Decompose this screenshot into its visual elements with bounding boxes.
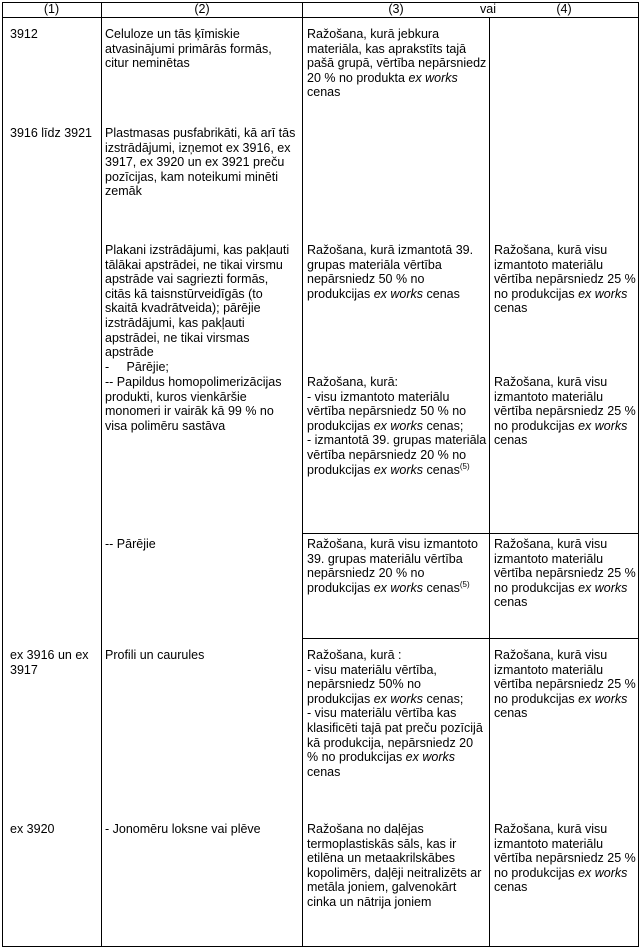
rule-ex-works: ex works <box>578 418 628 433</box>
table-border-right <box>638 2 639 947</box>
row-3912-code: 3912 <box>10 27 38 41</box>
rule-text-end: cenas <box>423 580 460 595</box>
rule-text: Ražošana, kurā : - visu materiālu vērtība, nepārsniedz 50% no produkcijas <box>307 648 437 706</box>
rule-text-end: cenas <box>307 750 459 779</box>
header-col-1: (1) <box>43 2 60 16</box>
rule-text: Ražošana, kurā: - visu izmantoto materiālu vērtība nepārsniedz 50 % no produkcijas <box>307 375 467 433</box>
row-divider-other2-top <box>302 533 639 534</box>
rule-text: Ražošana, kurā jebkura materiāla, kas aprakstīts tajā pašā grupā, vērtība nepārsniedz 20 % no produkta <box>307 27 490 85</box>
rule-text-end: cenas <box>494 580 631 610</box>
rule-ex-works: ex works <box>373 691 424 706</box>
flat-products-rule-col3 <box>307 243 487 301</box>
homopolymer-rule-col4 <box>494 375 640 448</box>
rule-text: Ražošana, kurā visu izmantoto materiālu vērtība nepārsniedz 25 % no produkcijas <box>494 537 640 595</box>
rule-text-end: cenas <box>423 286 460 301</box>
other2-rule-col4 <box>494 537 640 610</box>
rule-text-end: cenas <box>423 462 460 477</box>
rule-ex-works-2: ex works <box>405 750 455 765</box>
row-3912-description: Celuloze un tās ķīmiskie atvasinājumi primārās formās, citur neminētas <box>105 27 276 71</box>
header-col-4: (4) <box>556 2 572 16</box>
other-label: - Pārējie; <box>105 360 169 374</box>
row-3916-description: Plastmasas pusfabrikāti, kā arī tās izstrādājumi, izņemot ex 3916, ex 3917, ex 3920 un ex 3921 preču pozīcijas, kam noteikumi minēti zemāk <box>105 126 299 199</box>
table-border-bottom <box>2 946 639 947</box>
column-divider-3-4 <box>489 17 490 947</box>
other2-rule-col3 <box>307 537 487 595</box>
column-divider-1-2 <box>101 2 102 947</box>
rule-ex-works: ex works <box>373 286 424 301</box>
header-col-3: (3) <box>388 2 404 16</box>
rule-text-mid: cenas; - visu materiālu vērtība kas klasificēti tajā pat preču pozīcijā kā produkcija, nepārsniedz 20 % no produkcijas <box>307 691 483 765</box>
rule-text-end: cenas <box>494 865 631 895</box>
rule-text: Ražošana, kurā visu izmantoto materiālu vērtība nepārsniedz 25 % no produkcijas <box>494 648 640 706</box>
ionomer-rule-col3: Ražošana no daļējas termoplastiskās sāls, kas ir etilēna un metaakrilskābes kopolimērs, daļēji neitralizēts ar metāla joniem, galvenokārt cinka un nātrija joniem <box>307 822 485 909</box>
homopolymer-rule-col3 <box>307 375 487 477</box>
rule-text: Ražošana, kurā visu izmantoto materiālu vērtība nepārsniedz 25 % no produkcijas <box>494 822 640 880</box>
footnote-ref: (5) <box>459 461 470 471</box>
rule-text: Ražošana, kurā visu izmantoto materiālu vērtība nepārsniedz 25 % no produkcijas <box>494 375 640 433</box>
rule-ex-works: ex works <box>578 580 628 595</box>
rule-text: Ražošana, kurā izmantotā 39. grupas materiāla vērtība nepārsniedz 50 % no produkcijas <box>307 243 477 301</box>
rule-text-end: cenas <box>494 418 631 448</box>
flat-products-rule-col4 <box>494 243 640 316</box>
rule-ex-works: ex works <box>578 865 628 880</box>
row-divider-other2-bottom <box>302 638 639 639</box>
rule-ex-works: ex works <box>578 286 628 301</box>
rule-ex-works: ex works <box>373 418 424 433</box>
profiles-description: Profili un caurules <box>105 648 205 662</box>
rule-ex-works: ex works <box>408 70 458 85</box>
rule-ex-works: ex works <box>373 580 424 595</box>
other2-description: -- Pārējie <box>105 537 156 551</box>
rule-text: Ražošana, kurā visu izmantoto 39. grupas materiālu vērtība nepārsniedz 20 % no produkcijas <box>307 537 482 595</box>
ionomer-code: ex 3920 <box>10 822 55 836</box>
profiles-rule-col3 <box>307 648 487 779</box>
rule-text-end: cenas <box>307 70 462 100</box>
profiles-rule-col4 <box>494 648 640 721</box>
rule-text: Ražošana, kurā visu izmantoto materiālu vērtība nepārsniedz 25 % no produkcijas <box>494 243 640 301</box>
footnote-ref: (5) <box>459 579 470 589</box>
header-or-label: vai <box>480 2 496 16</box>
rule-ex-works-2: ex works <box>373 462 424 477</box>
rule-text-end: cenas <box>494 286 631 316</box>
row-3916-code: 3916 līdz 3921 <box>10 126 93 140</box>
header-col-2: (2) <box>194 2 210 16</box>
header-divider <box>2 17 639 18</box>
rule-text-mid: cenas; - izmantotā 39. grupas materiāla vērtība nepārsniedz 20 % no produkcijas <box>307 418 487 477</box>
rule-ex-works: ex works <box>578 691 628 706</box>
ionomer-description: - Jonomēru loksne vai plēve <box>105 822 261 836</box>
homopolymer-description: -- Papildus homopolimerizācijas produkti, kuros vienkāršie monomeri ir vairāk kā 99 % no visa polimēru sastāva <box>105 375 285 433</box>
ionomer-rule-col4 <box>494 822 640 895</box>
flat-products-description: Plakani izstrādājumi, kas pakļauti tālākai apstrādei, ne tikai virsmu apstrāde vai sagriezti formās, citās kā taisnstūrveidīgās (to skaitā kvadrātveida); pārējie izstrādājumi, kas pakļauti apstrādei, ne tikai virsmas apstrāde <box>105 243 293 360</box>
row-3912-rule <box>307 27 490 100</box>
column-divider-2-3 <box>302 2 303 947</box>
profiles-code: ex 3916 un ex 3917 <box>10 648 93 677</box>
rule-text-end: cenas <box>494 691 631 721</box>
table-border-left <box>2 2 3 947</box>
